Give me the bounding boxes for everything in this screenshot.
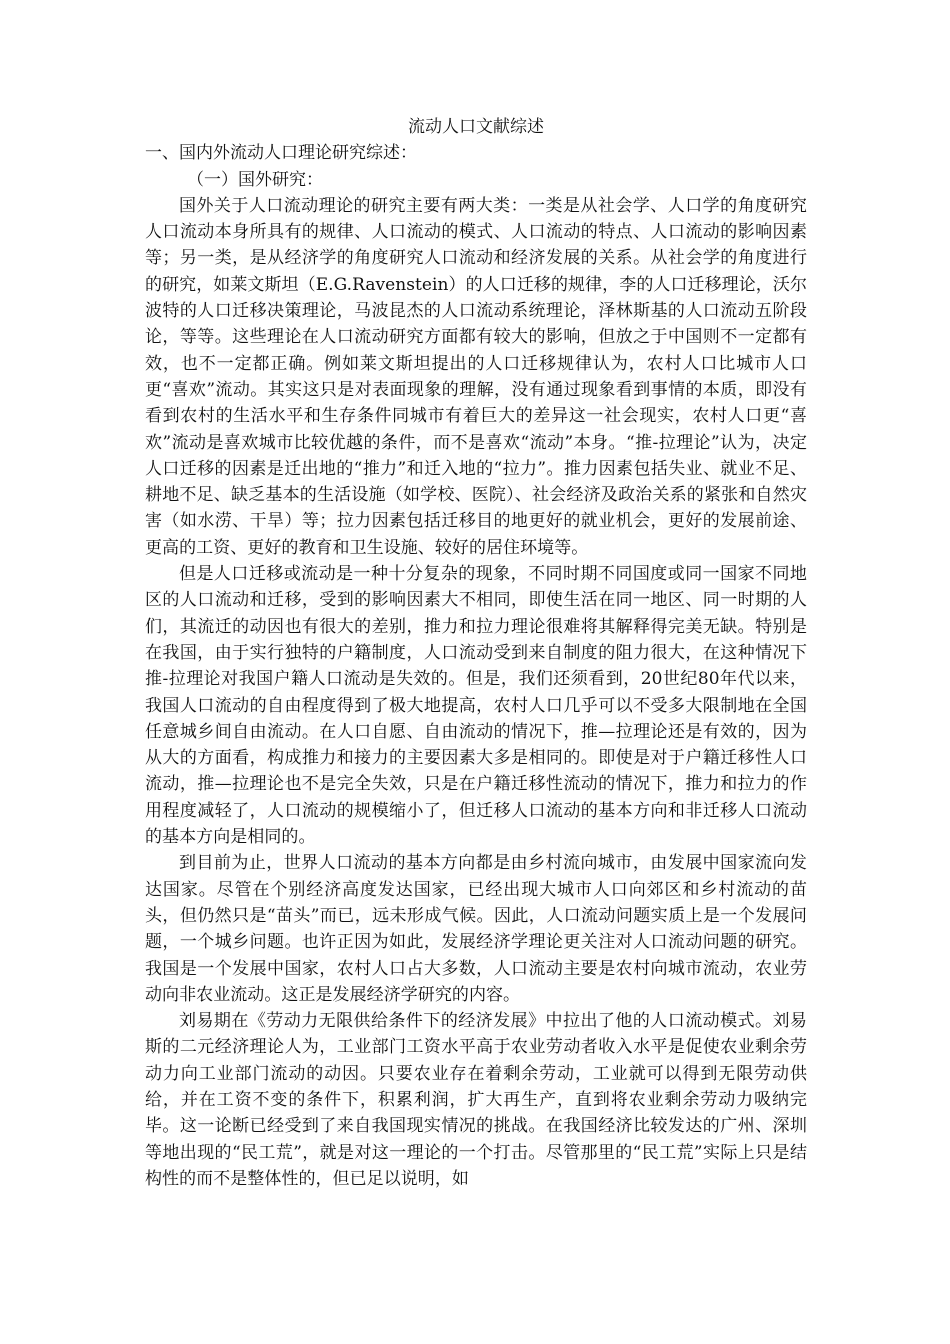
document-title: 流动人口文献综述 [408,117,544,137]
paragraph-3: 到目前为止，世界人口流动的基本方向都是由乡村流向城市，由发展中国家流向发达国家。尽管在个别经济高度发达国家，已经出现大城市人口向郊区和乡村流动的苗头，但仍然只是“苗头”而已，远未形成气候。因此，人口流动问题实质上是一个发展问题，一个城乡问题。也许正因为如此，发展经济学理论更关注对人口流动问题的研究。我国是一个发展中国家，农村人口占大多数，人口流动主要是农村向城市流动，农业劳动向非农业流动。这正是发展经济学研究的内容。 [145,853,807,1005]
paragraph-2: 但是人口迁移或流动是一种十分复杂的现象，不同时期不同国度或同一国家不同地区的人口流动和迁移，受到的影响因素大不相同，即使生活在同一地区、同一时期的人们，其流迁的动因也有很大的差别，推力和拉力理论很难将其解释得完美无缺。特别是在我国，由于实行独特的户籍制度，人口流动受到来自制度的阻力很大，在这种情况下推-拉理论对我国户籍人口流动是失效的。但是，我们还须看到，20世纪80年代以来，我国人口流动的自由程度得到了极大地提高，农村人口几乎可以不受多大限制地在全国任意城乡间自由流动。在人口自愿、自由流动的情况下，推—拉理论还是有效的，因为从大的方面看，构成推力和接力的主要因素大多是相同的。即使是对于户籍迁移性人口流动，推—拉理论也不是完全失效，只是在户籍迁移性流动的情况下，推力和拉力的作用程度减轻了，人口流动的规模缩小了，但迁移人口流动的基本方向和非迁移人口流动的基本方向是相同的。 [145,564,807,848]
section-heading: 一、国内外流动人口理论研究综述： [145,143,417,164]
paragraph-4: 刘易期在《劳动力无限供给条件下的经济发展》中拉出了他的人口流动模式。刘易斯的二元经济理论人为，工业部门工资水平高于农业劳动者收入水平是促使农业剩余劳动力向工业部门流动的动因。只要农业存在着剩余劳动，工业就可以得到无限劳动供给，并在工资不变的条件下，积累利润，扩大再生产，直到将农业剩余劳动力吸纳完毕。这一论断已经受到了来自我国现实情况的挑战。在我国经济比较发达的广州、深圳等地出现的“民工荒”，就是对这一理论的一个打击。尽管那里的“民工荒”实际上只是结构性的而不是整体性的，但已足以说明，如 [145,1011,807,1189]
subsection-heading: （一）国外研究： [187,169,323,190]
document-body [145,114,807,1192]
paragraph-1: 国外关于人口流动理论的研究主要有两大类：一类是从社会学、人口学的角度研究人口流动本身所具有的规律、人口流动的模式、人口流动的特点、人口流动的影响因素等；另一类，是从经济学的角度研究人口流动和经济发展的关系。从社会学的角度进行的研究，如莱文斯坦（E.G.Ravenstein）的人口迁移的规律，李的人口迁移理论，沃尔波特的人口迁移决策理论，马波昆杰的人口流动系统理论，泽林斯基的人口流动五阶段论，等等。这些理论在人口流动研究方面都有较大的影响，但放之于中国则不一定都有效，也不一定都正确。例如莱文斯坦提出的人口迁移规律认为，农村人口比城市人口更“喜欢”流动。其实这只是对表面现象的理解，没有通过现象看到事情的本质，即没有看到农村的生活水平和生存条件同城市有着巨大的差异这一社会现实，农村人口更“喜欢”流动是喜欢城市比较优越的条件，而不是喜欢“流动”本身。“推-拉理论”认为，决定人口迁移的因素是迁出地的“推力”和迁入地的“拉力”。推力因素包括失业、就业不足、耕地不足、缺乏基本的生活设施（如学校、医院）、社会经济及政治关系的紧张和自然灾害（如水涝、干旱）等；拉力因素包括迁移目的地更好的就业机会，更好的发展前途、更高的工资、更好的教育和卫生设施、较好的居住环境等。 [145,195,807,558]
